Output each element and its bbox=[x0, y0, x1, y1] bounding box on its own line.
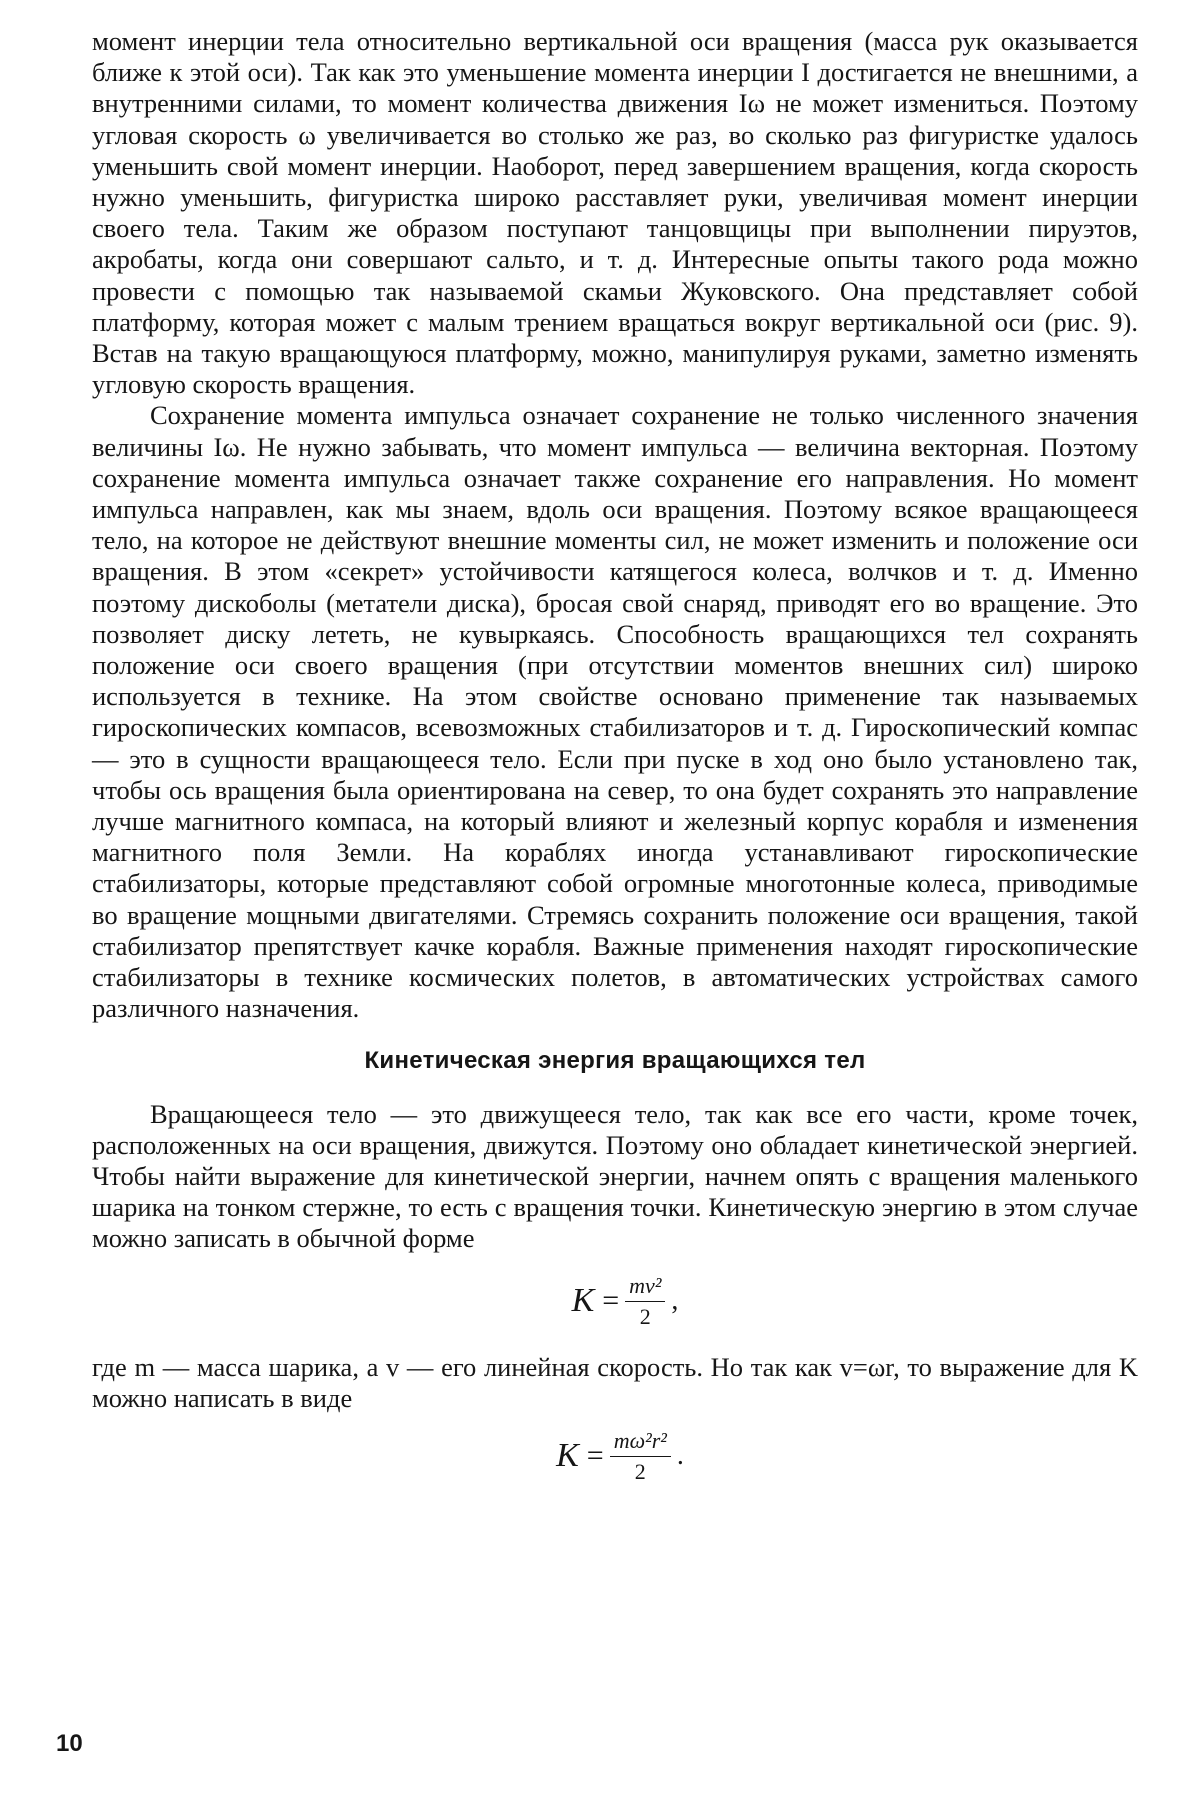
formula-1-equals: = bbox=[602, 1284, 620, 1318]
formula-2-punctuation: . bbox=[676, 1440, 684, 1472]
paragraph-4: где m — масса шарика, а v — его линейная скорость. Но так как v=ωr, то выражение для K можно написать в виде bbox=[92, 1351, 1138, 1413]
paragraph-2: Сохранение момента импульса означает сохранение не только численного значения величины Iω. Не нужно забывать, что момент импульса — величина векторная. Поэтому сохранение момента импульса означает также сохранение его направления. Но момент импульса направлен, как мы знаем, вдоль оси вращения. Поэтому всякое вращающееся тело, на которое не действуют внешние моменты сил, не может изменить и положение оси вращения. В этом «секрет» устойчивости катящегося колеса, волчков и т. д. Именно поэтому дискоболы (метатели диска), бросая свой снаряд, приводят его во вращение. Это позволяет диску лететь, не кувыркаясь. Способность вращающихся тел сохранять положение оси своего вращения (при отсутствии моментов внешних сил) широко используется в технике. На этом свойстве основано применение так называемых гироскопических компасов, всевозможных стабилизаторов и т. д. Гироскопический компас — это в сущности вращающееся тело. Если при пуске в ход оно было установлено так, чтобы ось вращения была ориентирована на север, то она будет сохранять это направление лучше магнитного компаса, на который влияют и железный корпус корабля и изменения магнитного поля Земли. На кораблях иногда устанавливают гироскопические стабилизаторы, которые представляют собой огромные многотонные колеса, приводимые во вращение мощными двигателями. Стремясь сохранить положение оси вращения, такой стабилизатор препятствует качке корабля. Важные применения находят гироскопические стабилизаторы в технике космических полетов, в автоматических устройствах самого различного назначения. bbox=[92, 400, 1138, 1024]
formula-1-denominator: 2 bbox=[639, 1303, 651, 1329]
page-number: 10 bbox=[56, 1730, 83, 1757]
paragraph-1: момент инерции тела относительно вертикальной оси вращения (масса рук оказывается ближе к этой оси). Так как это уменьшение момента инерции I достигается не внешними, а внутренними силами, то момент количества движения Iω не может измениться. Поэтому угловая скорость ω увеличивается во столько же раз, во сколько раз фигуристке удалось уменьшить свой момент инерции. Наоборот, перед завершением вращения, когда скорость нужно уменьшить, фигуристка широко расставляет руки, увеличивая момент инерции своего тела. Таким же образом поступают танцовщицы при выполнении пируэтов, акробаты, когда они совершают сальто, и т. д. Интересные опыты такого рода можно провести с помощью так называемой скамьи Жуковского. Она представляет собой платформу, которая может с малым трением вращаться вокруг вертикальной оси (рис. 9). Встав на такую вращающуюся платформу, можно, манипулируя руками, заметно изменять угловую скорость вращения. bbox=[92, 26, 1138, 400]
formula-2-equals: = bbox=[586, 1439, 604, 1473]
formula-2-denominator: 2 bbox=[634, 1458, 646, 1484]
formula-2-numerator: mω²r² bbox=[610, 1428, 671, 1457]
paragraph-3: Вращающееся тело — это движущееся тело, так как все его части, кроме точек, расположенных на оси вращения, движутся. Поэтому оно обладает кинетической энергией. Чтобы найти выражение для кинетической энергии, начнем опять с вращения маленького шарика на тонком стержне, то есть с вращения точки. Кинетическую энергию в этом случае можно записать в обычной форме bbox=[92, 1098, 1138, 1254]
formula-kinetic-energy-rotation bbox=[92, 1428, 1138, 1485]
formula-1-fraction bbox=[625, 1273, 665, 1330]
formula-1-lhs: K bbox=[571, 1282, 595, 1320]
formula-2-fraction bbox=[610, 1428, 671, 1485]
formula-kinetic-energy-point bbox=[92, 1273, 1138, 1330]
page-body bbox=[92, 26, 1138, 1485]
formula-1-numerator: mv² bbox=[625, 1273, 665, 1302]
formula-1-punctuation: , bbox=[671, 1285, 679, 1317]
section-heading: Кинетическая энергия вращающихся тел bbox=[364, 1046, 866, 1074]
formula-2-lhs: K bbox=[556, 1437, 579, 1475]
